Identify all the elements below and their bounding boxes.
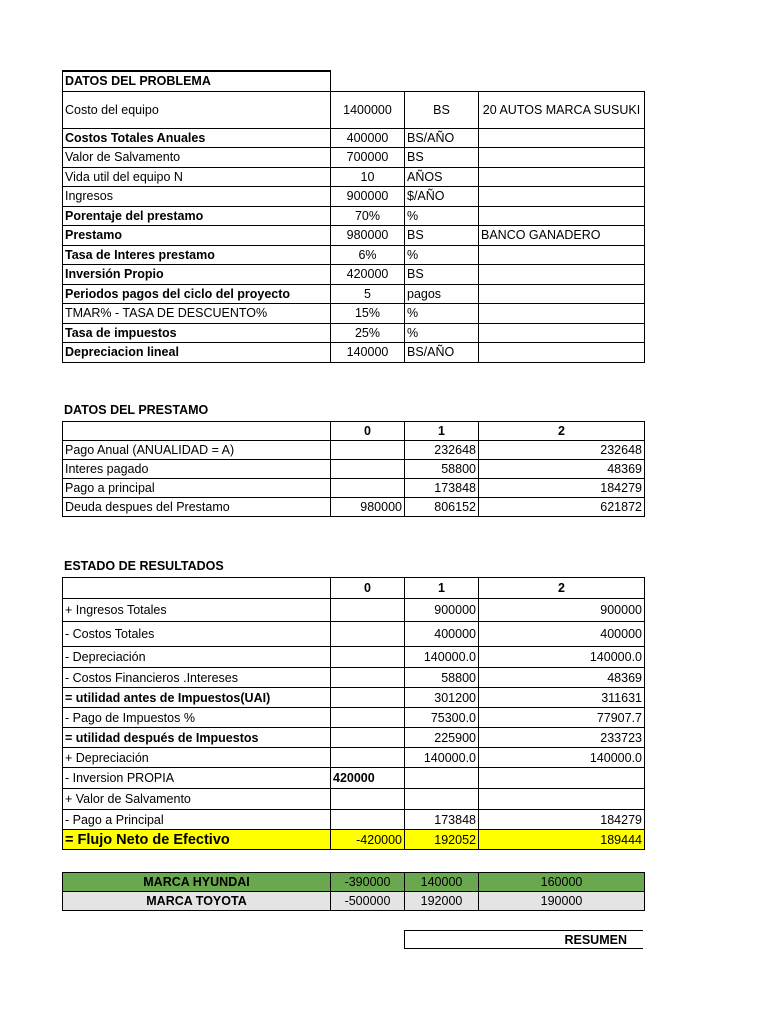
cell: + Depreciación bbox=[63, 748, 331, 768]
cell: 48369 bbox=[479, 460, 645, 479]
cell: Tasa de impuestos bbox=[63, 323, 331, 343]
cell: 400000 bbox=[405, 622, 479, 647]
cell: = utilidad después de Impuestos bbox=[63, 728, 331, 748]
cell bbox=[331, 728, 405, 748]
cell: 5 bbox=[331, 284, 405, 304]
cell bbox=[331, 441, 405, 460]
cell: -500000 bbox=[331, 892, 405, 911]
cell bbox=[331, 748, 405, 768]
cell: -390000 bbox=[331, 873, 405, 892]
cell: 900000 bbox=[331, 187, 405, 207]
cell: 400000 bbox=[479, 622, 645, 647]
cell bbox=[479, 304, 645, 324]
cell bbox=[479, 768, 645, 789]
datos-del-prestamo-table bbox=[62, 421, 645, 517]
datos-title: DATOS DEL PROBLEMA bbox=[63, 71, 331, 91]
cell bbox=[479, 284, 645, 304]
cell bbox=[479, 789, 645, 810]
cell: BS bbox=[405, 148, 479, 168]
cell: Costo del equipo bbox=[63, 91, 331, 128]
cell: Tasa de Interes prestamo bbox=[63, 245, 331, 265]
cell: Prestamo bbox=[63, 226, 331, 246]
cell bbox=[331, 668, 405, 688]
cell: 311631 bbox=[479, 688, 645, 708]
cell: Depreciacion lineal bbox=[63, 343, 331, 363]
cell: - Depreciación bbox=[63, 647, 331, 668]
cell: 184279 bbox=[479, 810, 645, 830]
cell bbox=[479, 148, 645, 168]
cell: 140000 bbox=[405, 873, 479, 892]
cell: 160000 bbox=[479, 873, 645, 892]
estado-de-resultados-table bbox=[62, 577, 645, 850]
cell: 20 AUTOS MARCA SUSUKI bbox=[479, 91, 645, 128]
cell: 420000 bbox=[331, 768, 405, 789]
cell: 900000 bbox=[405, 599, 479, 622]
cell: MARCA HYUNDAI bbox=[63, 873, 331, 892]
cell bbox=[479, 265, 645, 285]
header-cell: 2 bbox=[479, 578, 645, 599]
cell: Ingresos bbox=[63, 187, 331, 207]
cell bbox=[331, 688, 405, 708]
cell: 77907.7 bbox=[479, 708, 645, 728]
cell: MARCA TOYOTA bbox=[63, 892, 331, 911]
cell: Valor de Salvamento bbox=[63, 148, 331, 168]
cell bbox=[331, 599, 405, 622]
cell: - Costos Financieros .Intereses bbox=[63, 668, 331, 688]
cell: BS/AÑO bbox=[405, 343, 479, 363]
cell: -420000 bbox=[331, 830, 405, 850]
cell: Vida util del equipo N bbox=[63, 167, 331, 187]
cell: 420000 bbox=[331, 265, 405, 285]
cell: 1400000 bbox=[331, 91, 405, 128]
cell: 58800 bbox=[405, 668, 479, 688]
cell: Pago a principal bbox=[63, 479, 331, 498]
cell: = utilidad antes de Impuestos(UAI) bbox=[63, 688, 331, 708]
cell: 192000 bbox=[405, 892, 479, 911]
header-cell bbox=[63, 578, 331, 599]
cell bbox=[331, 479, 405, 498]
cell bbox=[331, 460, 405, 479]
cell: 301200 bbox=[405, 688, 479, 708]
cell bbox=[479, 245, 645, 265]
cell: 140000.0 bbox=[405, 748, 479, 768]
cell: 15% bbox=[331, 304, 405, 324]
cell bbox=[479, 167, 645, 187]
header-cell: 0 bbox=[331, 422, 405, 441]
cell: 184279 bbox=[479, 479, 645, 498]
header-cell: 0 bbox=[331, 578, 405, 599]
cell: 58800 bbox=[405, 460, 479, 479]
cell: 189444 bbox=[479, 830, 645, 850]
cell: - Pago de Impuestos % bbox=[63, 708, 331, 728]
cell: + Valor de Salvamento bbox=[63, 789, 331, 810]
cell: 232648 bbox=[405, 441, 479, 460]
cell: pagos bbox=[405, 284, 479, 304]
cell: $/AÑO bbox=[405, 187, 479, 207]
datos-del-problema-table bbox=[62, 70, 645, 363]
cell: 806152 bbox=[405, 498, 479, 517]
cell bbox=[479, 323, 645, 343]
cell bbox=[331, 708, 405, 728]
cell: 233723 bbox=[479, 728, 645, 748]
cell: % bbox=[405, 323, 479, 343]
cell bbox=[331, 810, 405, 830]
cell: 232648 bbox=[479, 441, 645, 460]
cell: 192052 bbox=[405, 830, 479, 850]
cell bbox=[479, 206, 645, 226]
cell: Porentaje del prestamo bbox=[63, 206, 331, 226]
cell: Periodos pagos del ciclo del proyecto bbox=[63, 284, 331, 304]
cell: 25% bbox=[331, 323, 405, 343]
cell: 621872 bbox=[479, 498, 645, 517]
cell: % bbox=[405, 206, 479, 226]
cell: % bbox=[405, 304, 479, 324]
cell: BS bbox=[405, 91, 479, 128]
cell: 48369 bbox=[479, 668, 645, 688]
resumen-label: RESUMEN bbox=[404, 930, 643, 949]
cell bbox=[405, 789, 479, 810]
cell bbox=[479, 128, 645, 148]
cell: TMAR% - TASA DE DESCUENTO% bbox=[63, 304, 331, 324]
cell bbox=[331, 647, 405, 668]
cell: 140000.0 bbox=[479, 647, 645, 668]
header-cell: 2 bbox=[479, 422, 645, 441]
cell: BS bbox=[405, 226, 479, 246]
cell: 173848 bbox=[405, 479, 479, 498]
cell bbox=[479, 187, 645, 207]
cell: Costos Totales Anuales bbox=[63, 128, 331, 148]
cell: - Costos Totales bbox=[63, 622, 331, 647]
cell: BANCO GANADERO bbox=[479, 226, 645, 246]
cell: 980000 bbox=[331, 226, 405, 246]
cell: 173848 bbox=[405, 810, 479, 830]
cell: Deuda despues del Prestamo bbox=[63, 498, 331, 517]
cell: 900000 bbox=[479, 599, 645, 622]
cell: 6% bbox=[331, 245, 405, 265]
cell: + Ingresos Totales bbox=[63, 599, 331, 622]
cell: 190000 bbox=[479, 892, 645, 911]
cell: 70% bbox=[331, 206, 405, 226]
cell: Inversión Propio bbox=[63, 265, 331, 285]
flujo-neto-label: = Flujo Neto de Efectivo bbox=[63, 830, 331, 850]
cell: 225900 bbox=[405, 728, 479, 748]
cell: 140000.0 bbox=[479, 748, 645, 768]
cell bbox=[405, 768, 479, 789]
cell: 75300.0 bbox=[405, 708, 479, 728]
cell: Interes pagado bbox=[63, 460, 331, 479]
marcas-table bbox=[62, 872, 645, 911]
cell: - Pago a Principal bbox=[63, 810, 331, 830]
cell bbox=[331, 789, 405, 810]
resultados-title: ESTADO DE RESULTADOS bbox=[64, 559, 224, 573]
cell: 140000.0 bbox=[405, 647, 479, 668]
cell: 140000 bbox=[331, 343, 405, 363]
header-cell bbox=[63, 422, 331, 441]
cell: 700000 bbox=[331, 148, 405, 168]
cell bbox=[479, 343, 645, 363]
cell: - Inversion PROPIA bbox=[63, 768, 331, 789]
cell: % bbox=[405, 245, 479, 265]
header-cell: 1 bbox=[405, 578, 479, 599]
cell: BS bbox=[405, 265, 479, 285]
prestamo-title: DATOS DEL PRESTAMO bbox=[64, 403, 209, 417]
cell: 980000 bbox=[331, 498, 405, 517]
cell: Pago Anual (ANUALIDAD = A) bbox=[63, 441, 331, 460]
header-cell: 1 bbox=[405, 422, 479, 441]
cell: BS/AÑO bbox=[405, 128, 479, 148]
cell bbox=[331, 622, 405, 647]
cell: 10 bbox=[331, 167, 405, 187]
cell: 400000 bbox=[331, 128, 405, 148]
cell: AÑOS bbox=[405, 167, 479, 187]
